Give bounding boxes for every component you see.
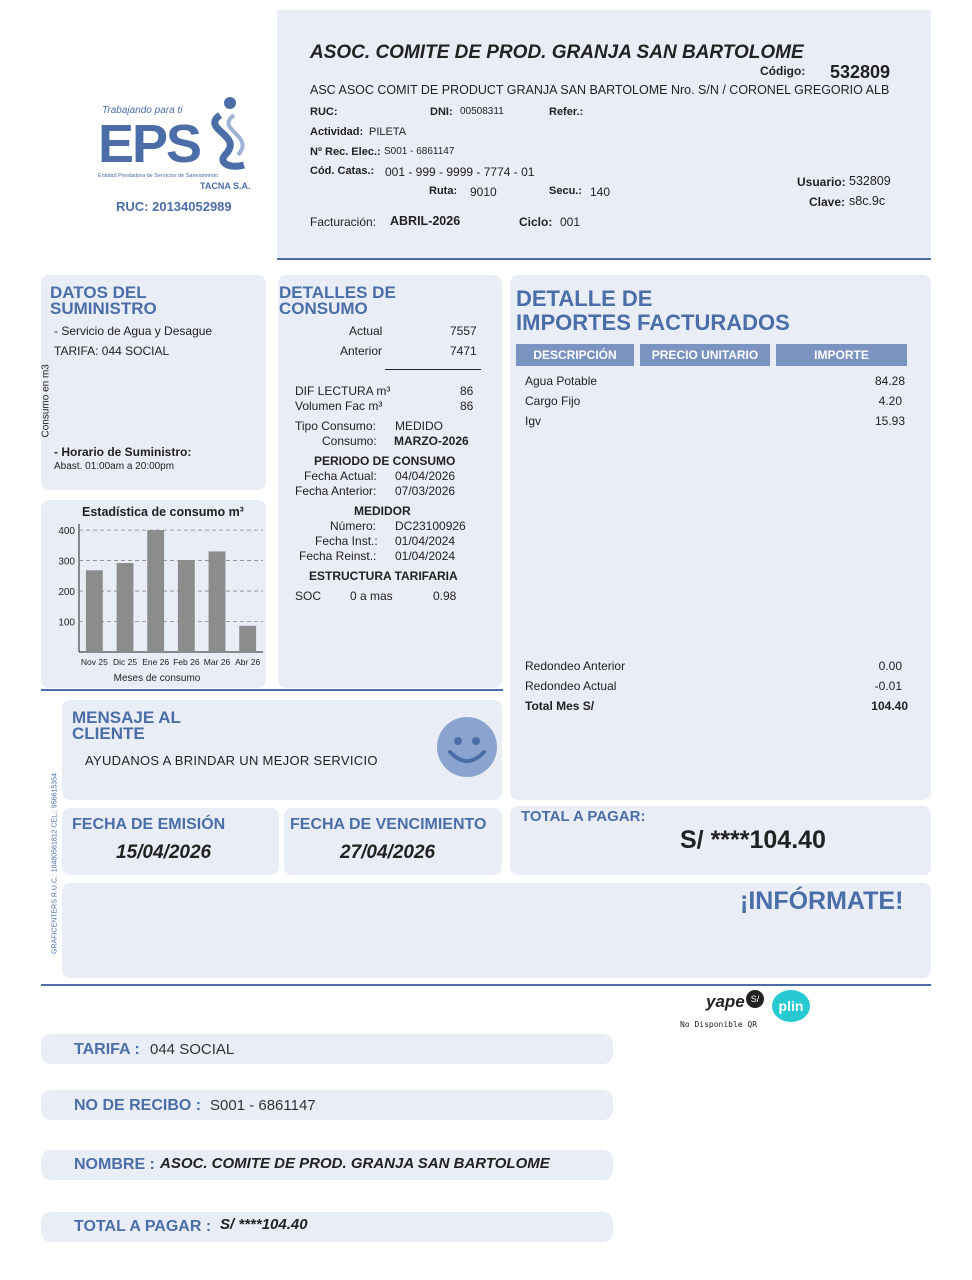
chart-x-tick-label: Abr 26 — [235, 657, 261, 667]
col-header-precio: PRECIO UNITARIO — [640, 344, 770, 366]
numero-label: Número: — [330, 519, 377, 533]
tipo-value: MEDIDO — [395, 419, 443, 433]
importes-title-2: IMPORTES FACTURADOS — [516, 310, 790, 335]
logo-tagline: Trabajando para ti — [102, 105, 183, 116]
chart-bar — [117, 563, 134, 652]
emision-label: FECHA DE EMISIÓN — [72, 816, 226, 833]
chart-x-tick-label: Feb 26 — [173, 657, 200, 667]
bottom-nombre-value: ASOC. COMITE DE PROD. GRANJA SAN BARTOLOME — [160, 1155, 550, 1172]
redondeo-actual-value: -0.01 — [874, 679, 902, 693]
ruta-value: 9010 — [470, 185, 497, 199]
suministro-tarifa: TARIFA: 044 SOCIAL — [54, 344, 170, 358]
tipo-label: Tipo Consumo: — [295, 419, 376, 433]
mensaje-title-2: CLIENTE — [72, 724, 145, 743]
redondeo-anterior-label: Redondeo Anterior — [525, 659, 626, 673]
chart-x-tick-label: Dic 25 — [112, 657, 138, 667]
fecha-anterior-value: 07/03/2026 — [395, 484, 456, 498]
informate-title: ¡INFÓRMATE! — [740, 887, 904, 915]
clave-label: Clave: — [809, 195, 846, 209]
ruc-label: RUC: — [310, 106, 338, 118]
rec-elec-label: Nº Rec. Elec.: — [310, 146, 381, 158]
item-importe: 84.28 — [874, 374, 905, 388]
actividad-value: PILETA — [369, 126, 407, 138]
vencimiento-value: 27/04/2026 — [340, 842, 436, 863]
item-desc: Agua Potable — [525, 374, 598, 388]
company-name: ASOC. COMITE DE PROD. GRANJA SAN BARTOLOME — [310, 42, 804, 63]
consumption-chart — [41, 518, 266, 688]
logo-city: TACNA S.A. — [200, 181, 251, 191]
plin-logo — [772, 990, 810, 1022]
numero-value: DC23100926 — [395, 519, 466, 533]
fecha-reinst-label: Fecha Reinst.: — [299, 549, 377, 563]
plin-text: plin — [778, 998, 804, 1014]
chart-x-axis-label: Meses de consumo — [113, 673, 201, 684]
chart-bar — [209, 551, 226, 652]
actividad-label: Actividad: — [310, 126, 364, 138]
ruta-label: Ruta: — [429, 185, 458, 197]
redondeo-actual-label: Redondeo Actual — [525, 679, 617, 693]
fecha-inst-label: Fecha Inst.: — [315, 534, 378, 548]
codigo-label: Código: — [760, 64, 806, 78]
fecha-actual-value: 04/04/2026 — [395, 469, 456, 483]
facturacion-value: ABRIL-2026 — [390, 214, 461, 228]
ciclo-label: Ciclo: — [519, 215, 553, 229]
bottom-tarifa-label: TARIFA : — [74, 1041, 140, 1058]
secu-value: 140 — [590, 185, 611, 199]
chart-bar — [239, 626, 256, 652]
bottom-recibo-label: NO DE RECIBO : — [74, 1097, 202, 1114]
yape-text: yape — [706, 992, 745, 1011]
chart-y-tick-label: 400 — [58, 526, 75, 538]
emision-value: 15/04/2026 — [116, 842, 212, 863]
chart-title: Estadística de consumo m³ — [82, 505, 244, 519]
importes-title-1: DETALLE DE — [516, 286, 653, 311]
rec-elec-value: S001 - 6861147 — [384, 146, 455, 157]
chart-bar — [147, 530, 164, 652]
consumo-title-2: CONSUMO — [279, 299, 368, 318]
actual-value: 7557 — [450, 324, 477, 338]
dni-label: DNI: — [430, 106, 453, 118]
redondeo-anterior-value: 0.00 — [878, 659, 902, 673]
vol-label: Volumen Fac m³ — [295, 399, 383, 413]
actual-label: Actual — [349, 324, 383, 338]
estructura-title: ESTRUCTURA TARIFARIA — [309, 569, 458, 583]
mid-divider — [41, 689, 503, 691]
usuario-value: 532809 — [849, 174, 891, 188]
consumo-divider — [385, 369, 481, 370]
chart-bar — [86, 570, 103, 652]
total-value: S/ ****104.40 — [680, 826, 826, 854]
consumo-title-1: DETALLES DE — [279, 283, 396, 302]
item-desc: Igv — [525, 414, 542, 428]
bottom-tarifa-value: 044 SOCIAL — [150, 1041, 235, 1058]
chart-y-tick-label: 200 — [58, 587, 75, 599]
estructura-value: 0.98 — [433, 589, 457, 603]
logo-ruc: RUC: 20134052989 — [116, 199, 232, 214]
chart-x-tick-label: Nov 25 — [80, 657, 108, 667]
vencimiento-label: FECHA DE VENCIMIENTO — [290, 816, 487, 833]
cod-catas-value: 001 - 999 - 9999 - 7774 - 01 — [385, 165, 535, 179]
usuario-label: Usuario: — [797, 175, 846, 189]
codigo-value: 532809 — [830, 62, 891, 82]
item-importe: 15.93 — [874, 414, 905, 428]
secu-label: Secu.: — [549, 185, 583, 197]
ciclo-value: 001 — [560, 215, 581, 229]
horario-value: Abast. 01:00am a 20:00pm — [54, 461, 175, 472]
consumo-mes-value: MARZO-2026 — [394, 434, 469, 448]
logo-subtitle: Entidad Prestadora de Servicios de Saneamiento — [98, 173, 219, 179]
clave-value: s8c.9c — [849, 194, 886, 208]
anterior-label: Anterior — [340, 344, 383, 358]
fecha-inst-value: 01/04/2024 — [395, 534, 456, 548]
yape-logo — [706, 992, 762, 1016]
facturacion-label: Facturación: — [310, 215, 377, 229]
item-importe: 4.20 — [878, 394, 902, 408]
col-header-descripcion: DESCRIPCIÓN — [516, 344, 634, 366]
suministro-title-2: SUMINISTRO — [50, 299, 157, 318]
anterior-value: 7471 — [450, 344, 477, 358]
fecha-actual-label: Fecha Actual: — [304, 469, 377, 483]
bottom-recibo-value: S001 - 6861147 — [210, 1097, 316, 1114]
bottom-nombre-label: NOMBRE : — [74, 1156, 155, 1173]
medidor-title: MEDIDOR — [354, 504, 411, 518]
total-mes-label: Total Mes S/ — [525, 699, 595, 713]
mensaje-text: AYUDANOS A BRINDAR UN MEJOR SERVICIO — [85, 753, 378, 768]
mensaje-title-1: MENSAJE AL — [72, 708, 181, 727]
total-mes-value: 104.40 — [871, 699, 908, 713]
dif-label: DIF LECTURA m³ — [295, 384, 391, 398]
consumo-mes-label: Consumo: — [322, 434, 377, 448]
logo-letters: EPS — [98, 114, 201, 174]
chart-y-tick-label: 300 — [58, 556, 75, 568]
chart-x-tick-label: Mar 26 — [203, 657, 231, 667]
fecha-reinst-value: 01/04/2024 — [395, 549, 456, 563]
fecha-anterior-label: Fecha Anterior: — [295, 484, 377, 498]
periodo-title: PERIODO DE CONSUMO — [314, 454, 456, 468]
chart-x-tick-label: Ene 26 — [142, 657, 170, 667]
total-label: TOTAL A PAGAR: — [521, 808, 646, 825]
suministro-title-1: DATOS DEL — [50, 283, 147, 302]
logo-wave-icon — [200, 95, 256, 175]
bottom-total-value: S/ ****104.40 — [220, 1216, 308, 1233]
qr-note: No Disponible QR — [680, 1020, 758, 1029]
bottom-total-label: TOTAL A PAGAR : — [74, 1218, 212, 1235]
horario-label: - Horario de Suministro: — [54, 445, 192, 459]
header-divider — [277, 258, 931, 260]
company-logo — [96, 95, 256, 220]
estructura-range: 0 a mas — [350, 589, 393, 603]
col-header-importe: IMPORTE — [776, 344, 907, 366]
cod-catas-label: Cód. Catas.: — [310, 165, 375, 177]
estructura-code: SOC — [295, 589, 322, 603]
dni-value: 00508311 — [460, 106, 504, 117]
refer-label: Refer.: — [549, 106, 584, 118]
chart-bar — [178, 560, 195, 652]
consumo-vertical-label: Consumo en m3 — [40, 364, 52, 438]
smiley-icon — [436, 716, 498, 778]
informate-divider — [41, 984, 931, 986]
chart-y-tick-label: 100 — [58, 617, 75, 629]
address: ASC ASOC COMIT DE PRODUCT GRANJA SAN BARTOLOME Nro. S/N / CORONEL GREGORIO ALB — [310, 83, 890, 97]
vol-value: 86 — [460, 399, 474, 413]
printer-vertical-text: GRAFICENTERS R.U.C.: 10480561812 CEL.: 956615354 — [51, 773, 59, 954]
suministro-service: - Servicio de Agua y Desague — [54, 324, 213, 338]
item-desc: Cargo Fijo — [525, 394, 581, 408]
yape-badge-icon: S/ — [746, 990, 764, 1008]
dif-value: 86 — [460, 384, 474, 398]
